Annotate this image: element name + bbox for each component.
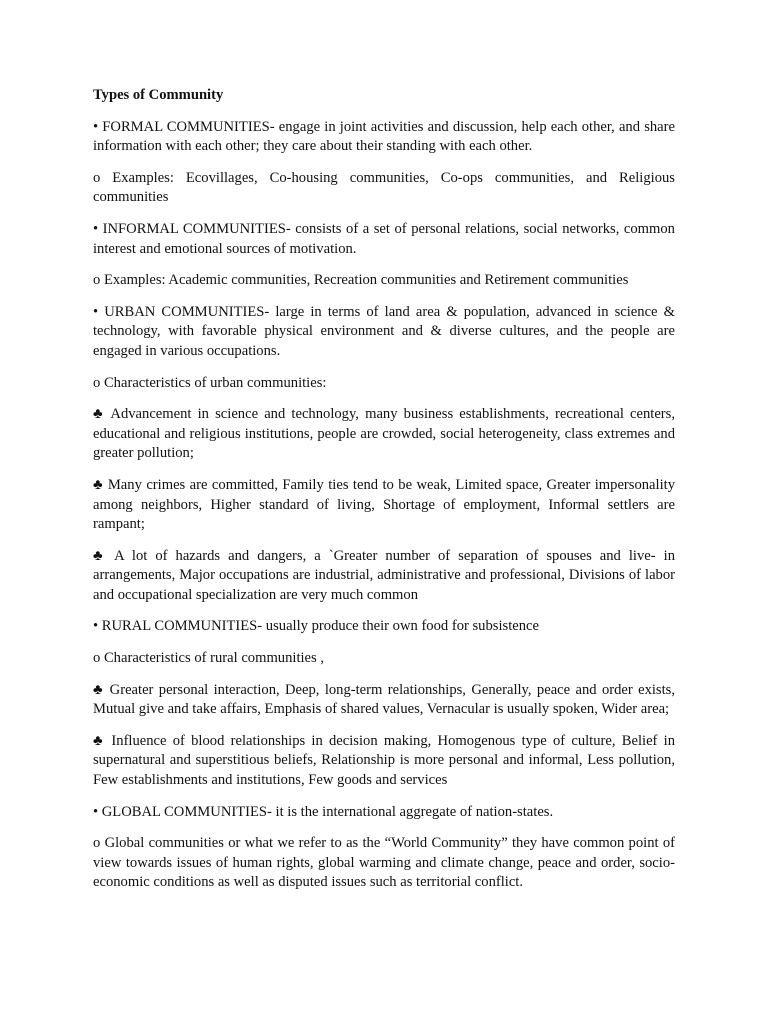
- paragraph-rural-characteristics-heading: [93, 649, 675, 669]
- paragraph-global-communities: [93, 803, 675, 823]
- circle-bullet-icon: o: [93, 272, 101, 289]
- paragraph-text: Examples: Academic communities, Recreation communities and Retirement communities: [103, 272, 629, 289]
- paragraph-text: GLOBAL COMMUNITIES- it is the international aggregate of nation-states.: [101, 803, 554, 820]
- bullet-icon: •: [93, 618, 99, 635]
- circle-bullet-icon: o: [93, 169, 101, 186]
- paragraph-text: FORMAL COMMUNITIES- engage in joint activities and discussion, help each other, and share information with each other; they care about their standing with each other.: [93, 118, 675, 155]
- document-title: Types of Community: [93, 87, 224, 103]
- paragraph-text: Greater personal interaction, Deep, long-term relationships, Generally, peace and order exists, Mutual give and take affairs, Emphasis of shared values, Vernacular is usually spoken, Wider area;: [93, 681, 675, 718]
- club-bullet-icon: ♣: [93, 476, 104, 493]
- paragraph-urban-characteristic-1: [93, 405, 675, 464]
- bullet-icon: •: [93, 118, 99, 135]
- paragraph-text: Influence of blood relationships in decision making, Homogenous type of culture, Belief in supernatural and superstitious beliefs, Relationship is more personal and informal, Less pollution, Few establishments and institutions, Few goods and services: [93, 732, 675, 789]
- circle-bullet-icon: o: [93, 650, 101, 667]
- bullet-icon: •: [93, 303, 99, 320]
- club-bullet-icon: ♣: [93, 547, 107, 564]
- paragraph-text: INFORMAL COMMUNITIES- consists of a set of personal relations, social networks, common interest and emotional sources of motivation.: [93, 220, 675, 257]
- paragraph-rural-characteristic-2: [93, 732, 675, 791]
- bullet-icon: •: [93, 220, 99, 237]
- paragraph-global-description: [93, 834, 675, 893]
- paragraph-text: Examples: Ecovillages, Co-housing communities, Co-ops communities, and Religious communities: [93, 169, 675, 206]
- paragraph-text: Many crimes are committed, Family ties tend to be weak, Limited space, Greater impersonality among neighbors, Higher standard of living, Shortage of employment, Informal settlers are rampant;: [93, 476, 675, 533]
- bullet-icon: •: [93, 803, 99, 820]
- club-bullet-icon: ♣: [93, 732, 106, 749]
- paragraph-informal-examples: [93, 271, 675, 291]
- paragraph-text: RURAL COMMUNITIES- usually produce their own food for subsistence: [101, 618, 539, 635]
- paragraph-urban-characteristic-3: [93, 547, 675, 606]
- club-bullet-icon: ♣: [93, 406, 106, 423]
- paragraph-text: Advancement in science and technology, many business establishments, recreational centers, educational and religious institutions, people are crowded, social heterogeneity, class extremes and greater pollution;: [93, 406, 675, 462]
- document-page: [93, 86, 675, 905]
- circle-bullet-icon: o: [93, 374, 101, 391]
- paragraph-urban-communities: [93, 303, 675, 362]
- paragraph-rural-communities: [93, 617, 675, 637]
- paragraph-urban-characteristic-2: [93, 476, 675, 535]
- paragraph-rural-characteristic-1: [93, 681, 675, 720]
- paragraph-text: A lot of hazards and dangers, a `Greater number of separation of spouses and live- in arrangements, Major occupations are industrial, administrative and professional, Divisions of labor and occupational specialization are very much common: [93, 547, 675, 603]
- circle-bullet-icon: o: [93, 835, 101, 852]
- paragraph-text: Characteristics of urban communities:: [103, 374, 327, 391]
- paragraph-text: Global communities or what we refer to as the “World Community” they have common point of view towards issues of human rights, global warming and climate change, peace and order, socio-economic conditions as well as disputed issues such as territorial conflict.: [93, 835, 675, 891]
- paragraph-text: Characteristics of rural communities ,: [103, 650, 325, 667]
- paragraph-formal-communities: [93, 118, 675, 157]
- paragraph-text: URBAN COMMUNITIES- large in terms of land area & population, advanced in science & technology, with favorable physical environment and & diverse cultures, and the people are engaged in various occupations.: [93, 303, 675, 359]
- paragraph-informal-communities: [93, 220, 675, 259]
- club-bullet-icon: ♣: [93, 681, 105, 698]
- paragraph-formal-examples: [93, 169, 675, 208]
- paragraph-urban-characteristics-heading: [93, 374, 675, 394]
